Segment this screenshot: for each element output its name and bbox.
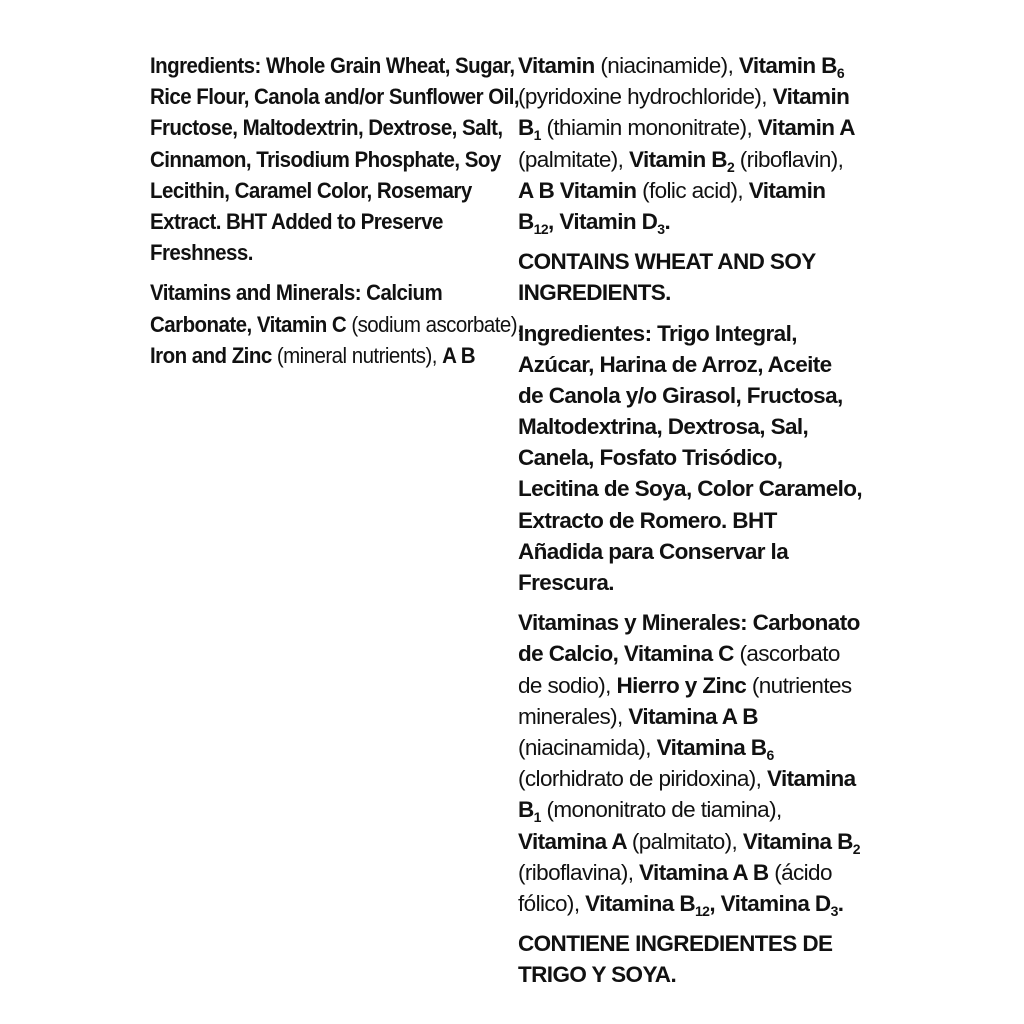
text-line: Extract. BHT Added to Preserve [150, 208, 443, 234]
allergen-statement-spanish [518, 928, 886, 990]
text-bold: de Calcio, Vitamina C [518, 641, 740, 667]
text-bold: Vitamina B [656, 734, 767, 760]
text-line [518, 888, 886, 919]
text-line: CONTAINS WHEAT AND SOY [518, 249, 816, 275]
text-line [518, 732, 886, 763]
text-line [518, 857, 886, 888]
text-bold: Vitamina B [585, 890, 695, 916]
text-bold: Vitamina [766, 766, 856, 792]
text-line [150, 340, 489, 371]
text-line: Rice Flour, Canola and/or Sunflower Oil, [150, 84, 520, 110]
text-bold: Vitamin [748, 177, 826, 203]
text-bold: A B Vitamin [518, 177, 643, 203]
text-bold: B [518, 115, 534, 141]
text-bold: Carbonate, Vitamin C [150, 311, 352, 337]
subscript: 1 [533, 127, 541, 144]
text-line [518, 175, 886, 206]
text-bold: Vitamin B [738, 53, 837, 78]
text-line: Lecitina de Soya, Color Caramelo, [518, 476, 863, 502]
subscript: 2 [726, 158, 735, 175]
text-bold: Iron and Zinc [150, 342, 277, 368]
text-bold: Hierro y Zinc [616, 672, 752, 698]
text-bold: Vitamin [772, 84, 850, 110]
vitaminas-minerales-paragraph [518, 607, 886, 919]
text-bold: Vitamina A B [628, 703, 758, 729]
text-regular: (nutrientes [751, 672, 852, 698]
subscript: 2 [852, 840, 860, 857]
english-ingredients-column [150, 50, 523, 380]
text-regular: (ácido [774, 859, 832, 885]
text-line [518, 81, 886, 112]
text-regular: (mononitrato de tiamina), [540, 797, 782, 823]
text-regular: (niacinamide), [600, 53, 739, 78]
text-bold: . [664, 208, 671, 234]
text-regular: (clorhidrato de piridoxina), [518, 766, 767, 792]
text-line: Vitaminas y Minerales: Carbonato [518, 610, 860, 636]
text-line: Frescura. [518, 570, 614, 595]
text-line [518, 670, 886, 701]
text-line [518, 206, 886, 237]
text-line: Maltodextrina, Dextrosa, Sal, [518, 414, 809, 440]
text-regular: (sodium ascorbate), [351, 311, 523, 337]
vitamins-minerals-paragraph [150, 277, 523, 371]
text-line [518, 112, 886, 143]
text-line: Extracto de Romero. BHT [518, 507, 777, 533]
subscript: 3 [657, 220, 665, 237]
text-bold: Vitamin B [628, 146, 727, 172]
text-regular: (thiamin mononitrate), [540, 115, 758, 141]
text-regular: (pyridoxine hydrochloride), [518, 84, 773, 110]
text-bold: , Vitamin D [548, 208, 658, 234]
subscript: 12 [533, 220, 549, 237]
subscript: 12 [695, 902, 710, 919]
text-line [518, 144, 886, 175]
text-regular: (mineral nutrients), [276, 342, 443, 368]
text-line: CONTIENE INGREDIENTES DE [518, 931, 833, 957]
text-line [518, 794, 886, 825]
text-line: Vitamins and Minerals: Calcium [150, 280, 443, 306]
text-line: de Canola y/o Girasol, Fructosa, [518, 382, 843, 408]
text-line [518, 638, 886, 669]
text-bold: Vitamina A [518, 828, 632, 854]
vitamins-continued-paragraph [518, 50, 886, 237]
ingredientes-paragraph [518, 318, 886, 599]
text-line [518, 826, 886, 857]
text-line: Añadida para Conservar la [518, 538, 789, 564]
text-line: Fructose, Maltodextrin, Dextrose, Salt, [150, 115, 503, 141]
subscript: 3 [830, 902, 838, 919]
text-line: TRIGO Y SOYA. [518, 962, 677, 988]
text-regular: (niacinamida), [518, 734, 657, 760]
text-line: Cinnamon, Trisodium Phosphate, Soy [150, 146, 501, 172]
text-bold: B [518, 208, 534, 234]
text-line: Lecithin, Caramel Color, Rosemary [150, 177, 472, 203]
text-bold: A B [442, 342, 476, 368]
text-line: Ingredientes: Trigo Integral, [518, 320, 797, 346]
text-line [518, 763, 886, 794]
text-line [518, 50, 886, 81]
text-regular: (ascorbato [739, 641, 840, 667]
text-regular: (riboflavin), [734, 146, 844, 172]
text-regular: fólico), [518, 890, 586, 916]
text-regular: (folic acid), [642, 177, 749, 203]
subscript: 6 [836, 65, 845, 81]
text-bold: Vitamin A [757, 115, 855, 141]
text-regular: (riboflavina), [518, 859, 640, 885]
text-line: Ingredients: Whole Grain Wheat, Sugar, [150, 53, 515, 78]
subscript: 1 [533, 809, 541, 826]
text-line: Azúcar, Harina de Arroz, Aceite [518, 351, 832, 377]
text-regular: (palmitato), [631, 828, 743, 854]
continued-ingredients-column [518, 50, 886, 999]
ingredients-paragraph [150, 50, 520, 268]
text-regular: minerales), [518, 703, 629, 729]
text-line: INGREDIENTS. [518, 280, 671, 306]
text-bold: , Vitamina D [709, 890, 831, 916]
text-line: Canela, Fosfato Trisódico, [518, 445, 783, 471]
subscript: 6 [766, 746, 774, 763]
text-bold: Vitamina A B [639, 859, 775, 885]
text-line [150, 309, 523, 340]
text-bold: . [837, 890, 844, 916]
text-line: Freshness. [150, 240, 253, 266]
text-bold: Vitamin [518, 53, 601, 78]
text-line [518, 701, 886, 732]
text-bold: B [518, 797, 534, 823]
allergen-statement-english [518, 246, 886, 308]
text-bold: Vitamina B [742, 828, 853, 854]
text-regular: (palmitate), [518, 146, 629, 172]
text-regular: de sodio), [518, 672, 617, 698]
